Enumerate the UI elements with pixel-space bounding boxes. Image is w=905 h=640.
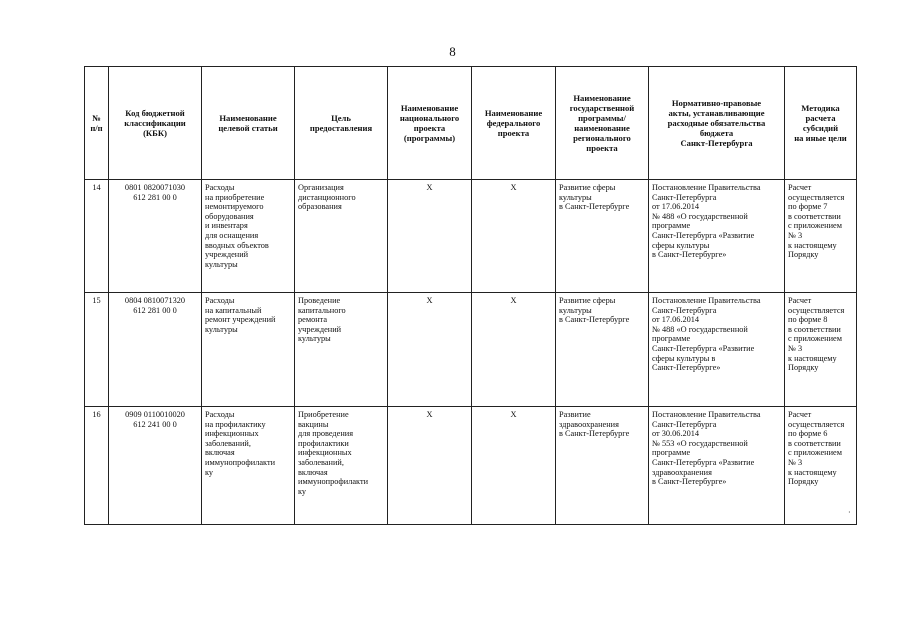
row-federal-project: Х bbox=[472, 180, 556, 293]
header-state-program: Наименование государственной программы/ наименование регионального проекта bbox=[556, 67, 649, 180]
header-target-article: Наименование целевой статьи bbox=[202, 67, 295, 180]
row-method: Расчет осуществляется по форме 7 в соответствии с приложением № 3 к настоящему Порядку bbox=[785, 180, 857, 293]
row-normative-acts: Постановление Правительства Санкт-Петербурга от 30.06.2014 № 553 «О государственной программе Санкт-Петербурга «Развитие здравоохранения в Санкт-Петербурге» bbox=[649, 407, 785, 525]
row-num: 15 bbox=[85, 293, 109, 407]
row-kbk: 0804 0810071320 612 281 00 0 bbox=[109, 293, 202, 407]
table-row bbox=[85, 407, 857, 525]
header-kbk: Код бюджетной классификации (КБК) bbox=[109, 67, 202, 180]
row-target-article: Расходы на капитальный ремонт учреждений культуры bbox=[202, 293, 295, 407]
row-national-project: Х bbox=[388, 293, 472, 407]
page-number: 8 bbox=[449, 44, 456, 59]
header-row bbox=[85, 67, 857, 180]
row-normative-acts: Постановление Правительства Санкт-Петербурга от 17.06.2014 № 488 «О государственной программе Санкт-Петербурга «Развитие сферы культуры в Санкт-Петербурге» bbox=[649, 293, 785, 407]
row-state-program: Развитие сферы культуры в Санкт-Петербурге bbox=[556, 180, 649, 293]
table-row bbox=[85, 180, 857, 293]
row-purpose: Проведение капитального ремонта учреждений культуры bbox=[295, 293, 388, 407]
header-purpose: Цель предоставления bbox=[295, 67, 388, 180]
row-national-project: Х bbox=[388, 180, 472, 293]
subsidy-table bbox=[84, 66, 857, 525]
row-method: Расчет осуществляется по форме 6 в соответствии с приложением № 3 к настоящему Порядку bbox=[785, 407, 857, 525]
row-normative-acts: Постановление Правительства Санкт-Петербурга от 17.06.2014 № 488 «О государственной программе Санкт-Петербурга «Развитие сферы культуры в Санкт-Петербурге» bbox=[649, 180, 785, 293]
row-target-article: Расходы на профилактику инфекционных заболеваний, включая иммунопрофилакти ку bbox=[202, 407, 295, 525]
row-num: 16 bbox=[85, 407, 109, 525]
header-national-project: Наименование национального проекта (программы) bbox=[388, 67, 472, 180]
header-method: Методика расчета субсидий на иные цели bbox=[785, 67, 857, 180]
row-federal-project: Х bbox=[472, 407, 556, 525]
row-kbk: 0909 0110010020 612 241 00 0 bbox=[109, 407, 202, 525]
row-target-article: Расходы на приобретение немонтируемого оборудования и инвентаря для оснащения вводных объектов учреждений культуры bbox=[202, 180, 295, 293]
stray-mark: · bbox=[848, 508, 851, 517]
row-federal-project: Х bbox=[472, 293, 556, 407]
row-purpose: Организация дистанционного образования bbox=[295, 180, 388, 293]
row-num: 14 bbox=[85, 180, 109, 293]
header-num: № п/п bbox=[85, 67, 109, 180]
row-national-project: Х bbox=[388, 407, 472, 525]
row-state-program: Развитие сферы культуры в Санкт-Петербурге bbox=[556, 293, 649, 407]
row-method: Расчет осуществляется по форме 8 в соответствии с приложением № 3 к настоящему Порядку bbox=[785, 293, 857, 407]
header-normative-acts: Нормативно-правовые акты, устанавливающие расходные обязательства бюджета Санкт-Петербурга bbox=[649, 67, 785, 180]
row-state-program: Развитие здравоохранения в Санкт-Петербурге bbox=[556, 407, 649, 525]
row-kbk: 0801 0820071030 612 281 00 0 bbox=[109, 180, 202, 293]
table-row bbox=[85, 293, 857, 407]
row-purpose: Приобретение вакцины для проведения профилактики инфекционных заболеваний, включая иммунопрофилакти ку bbox=[295, 407, 388, 525]
header-federal-project: Наименование федерального проекта bbox=[472, 67, 556, 180]
